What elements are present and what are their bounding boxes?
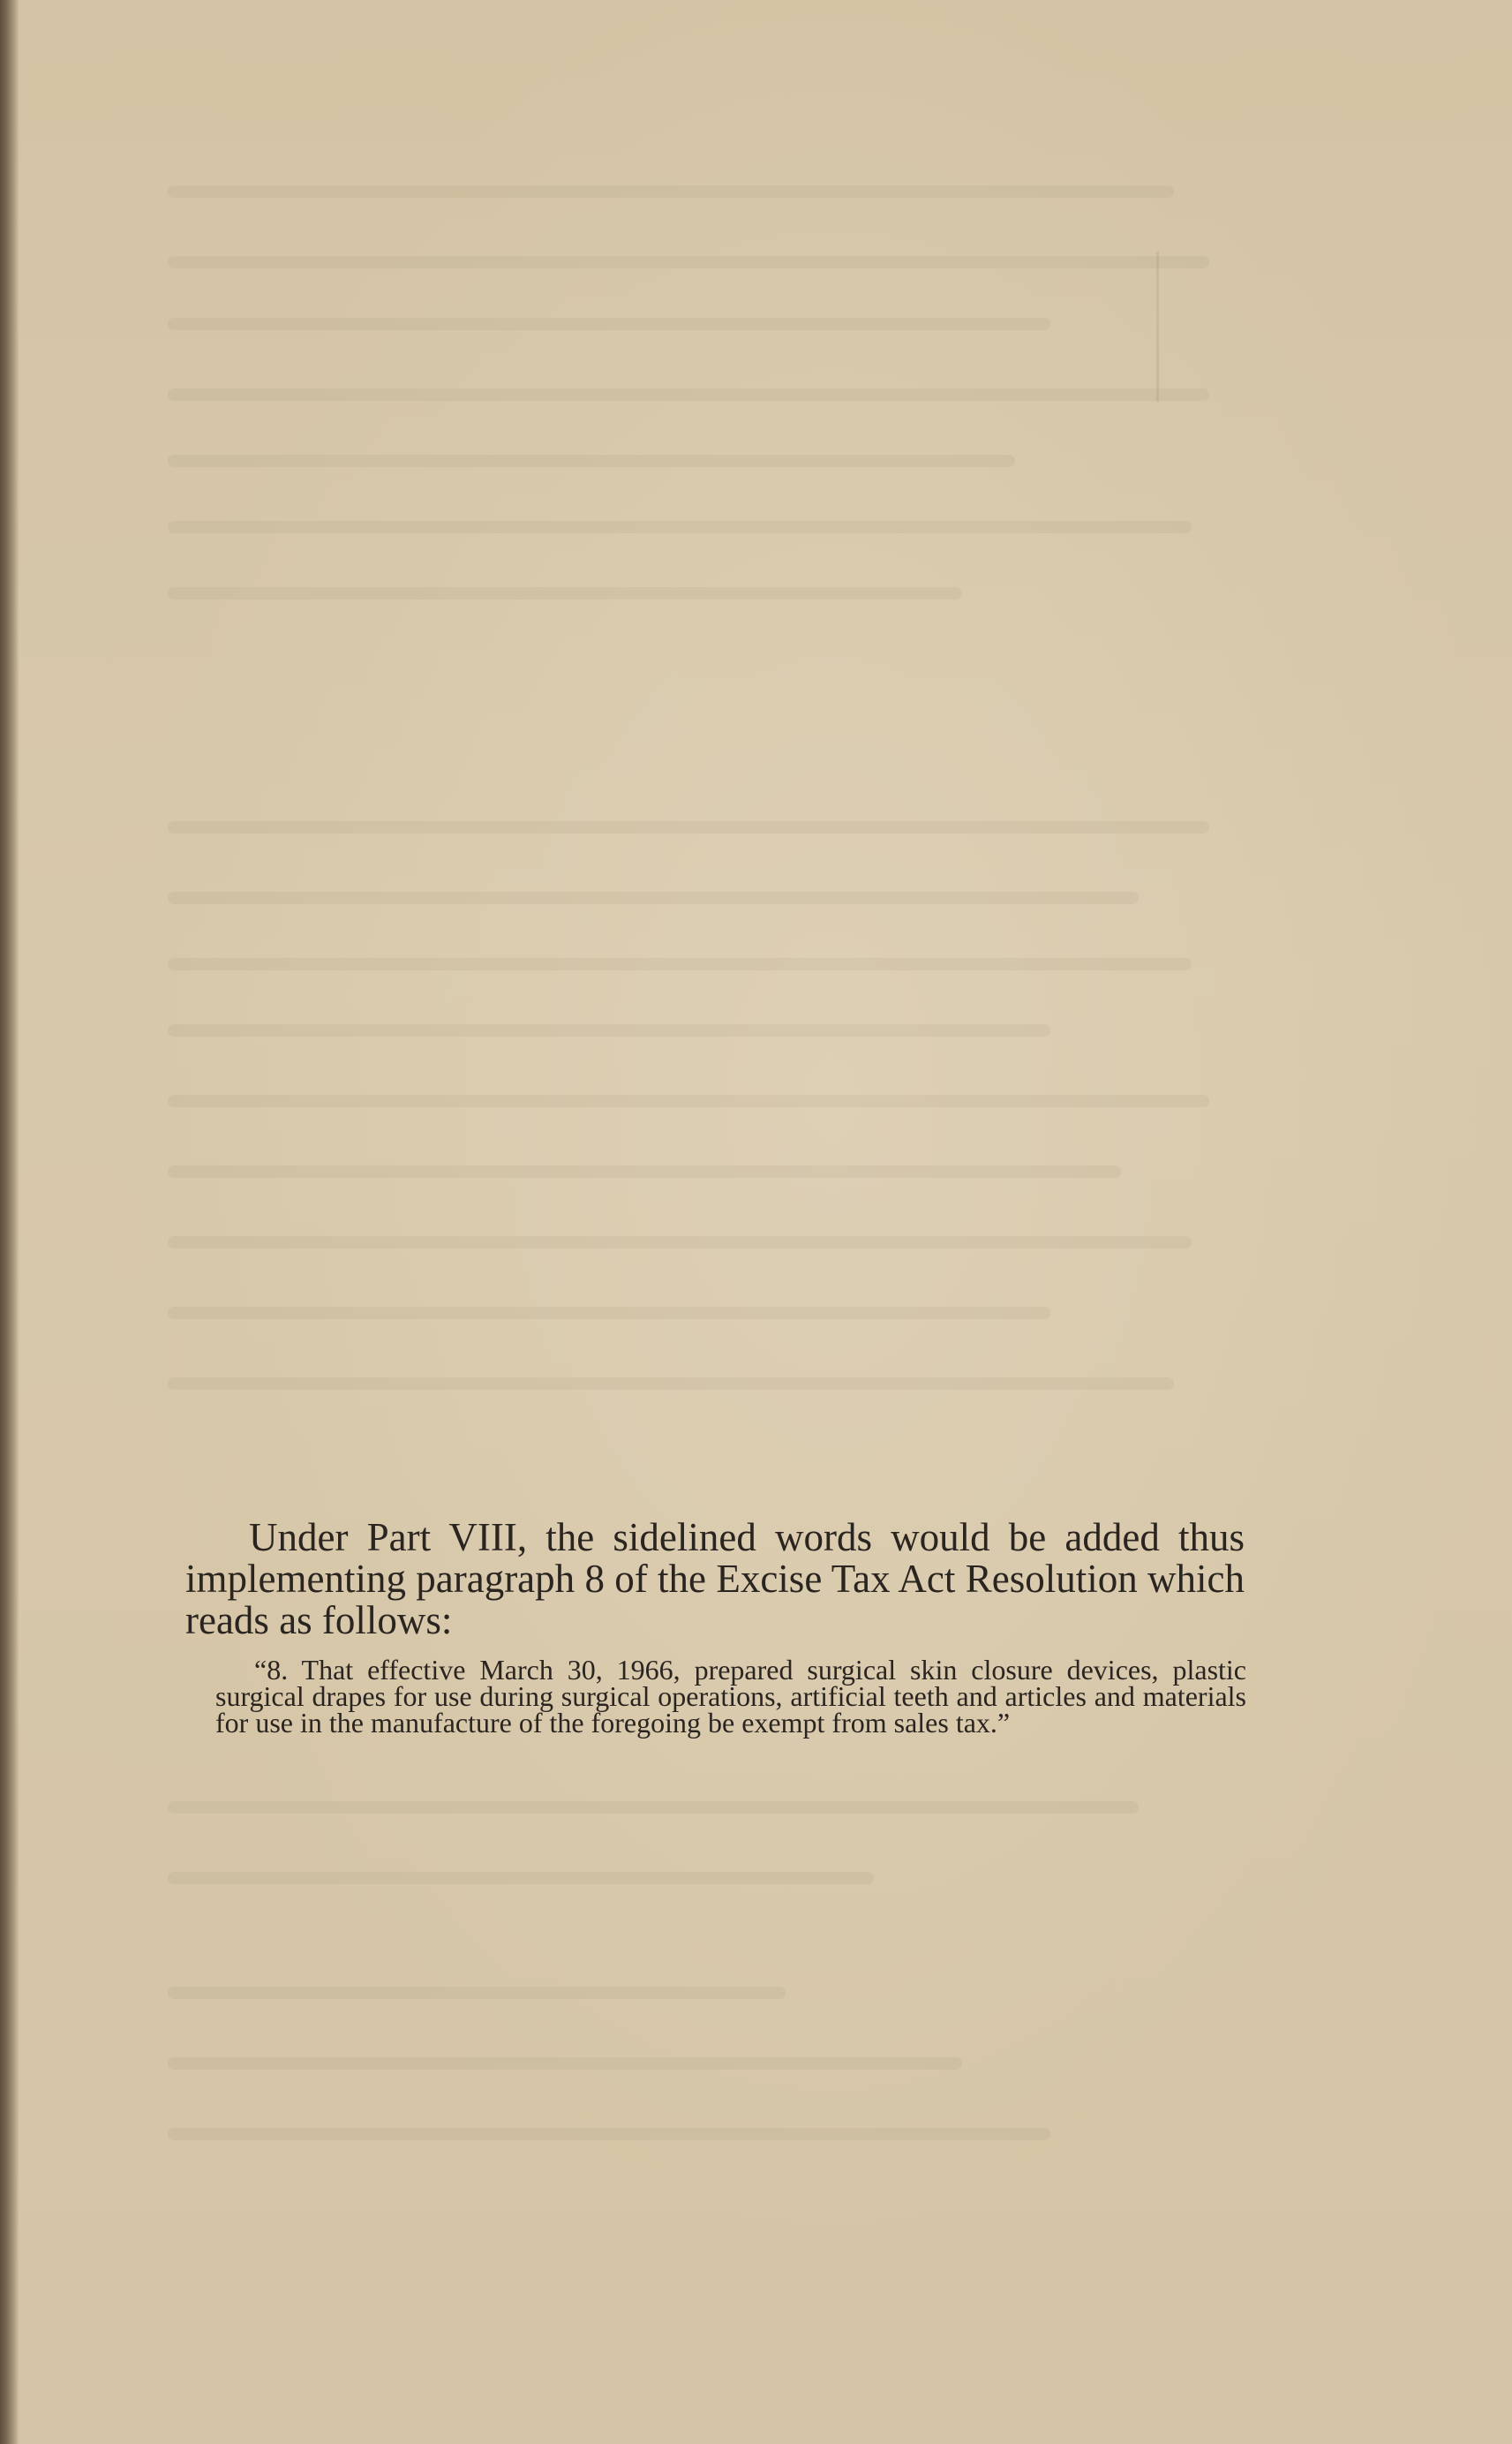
body-paragraph: Under Part VIII, the sidelined words would be added thus implementing paragraph 8 of the Excise Tax Act Resolution which reads as follows: bbox=[185, 1515, 1245, 1642]
quoted-resolution-paragraph: “8. That effective March 30, 1966, prepared surgical skin closure devices, plastic surgical drapes for use during surgical operations, artificial teeth and articles and materials for use in the manufacture of the foregoing be exempt from sales tax.” bbox=[215, 1654, 1246, 1739]
